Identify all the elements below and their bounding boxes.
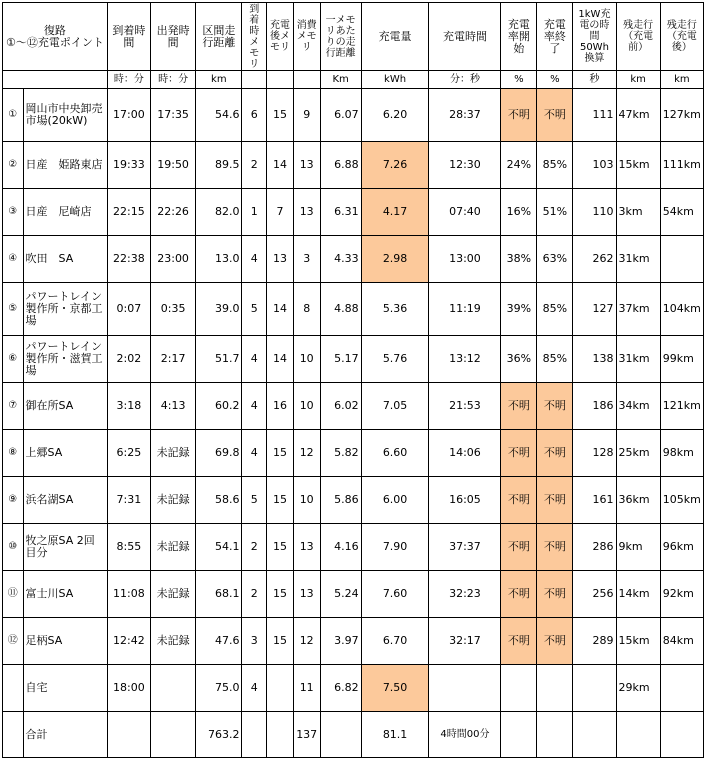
row-m-arr: 2 bbox=[242, 142, 267, 189]
row-number: ⑨ bbox=[3, 477, 24, 524]
row-number: ⑫ bbox=[3, 618, 24, 665]
header-point-text: 復路 ①～⑫充電ポイント bbox=[5, 23, 104, 49]
row-point-name: パワートレイン製作所・滋賀工場 bbox=[23, 336, 107, 383]
row-kwh: 7.90 bbox=[361, 524, 429, 571]
table-row bbox=[3, 571, 704, 618]
row-kwh: 7.50 bbox=[361, 665, 429, 712]
row-number: ④ bbox=[3, 236, 24, 283]
unit-meter-after bbox=[267, 71, 294, 89]
unit-per-meter: Km bbox=[320, 71, 361, 89]
row-sec bbox=[573, 665, 616, 712]
row-m-used: 8 bbox=[293, 283, 320, 336]
header-kwh: 充電量 bbox=[361, 3, 429, 71]
row-rem-after: 84km bbox=[660, 618, 703, 665]
row-rem-after bbox=[660, 236, 703, 283]
row-departure: 2:17 bbox=[150, 336, 195, 383]
row-dist: 39.0 bbox=[196, 283, 242, 336]
row-end: 不明 bbox=[537, 524, 573, 571]
header-distance: 区間走行距離 bbox=[196, 3, 242, 71]
row-start: 38% bbox=[501, 236, 537, 283]
row-dist: 58.6 bbox=[196, 477, 242, 524]
table-row bbox=[3, 618, 704, 665]
row-kwh: 6.60 bbox=[361, 430, 429, 477]
table-row bbox=[3, 430, 704, 477]
table-row bbox=[3, 336, 704, 383]
row-start: 39% bbox=[501, 283, 537, 336]
table-row bbox=[3, 383, 704, 430]
row-end: 51% bbox=[537, 189, 573, 236]
units-row bbox=[3, 71, 704, 89]
row-time: 11:19 bbox=[429, 283, 501, 336]
row-time: 07:40 bbox=[429, 189, 501, 236]
total-remaining-after bbox=[660, 712, 703, 758]
row-start: 16% bbox=[501, 189, 537, 236]
row-per: 5.24 bbox=[320, 571, 361, 618]
row-per: 4.16 bbox=[320, 524, 361, 571]
row-per: 4.33 bbox=[320, 236, 361, 283]
row-departure bbox=[150, 665, 195, 712]
row-departure: 未記録 bbox=[150, 571, 195, 618]
row-number: ② bbox=[3, 142, 24, 189]
unit-arrival: 時：分 bbox=[107, 71, 150, 89]
row-sec: 262 bbox=[573, 236, 616, 283]
unit-point bbox=[3, 71, 108, 89]
row-departure: 23:00 bbox=[150, 236, 195, 283]
table-row bbox=[3, 189, 704, 236]
row-number: ⑪ bbox=[3, 571, 24, 618]
row-kwh: 5.36 bbox=[361, 283, 429, 336]
unit-rate-start: % bbox=[501, 71, 537, 89]
row-arrival: 2:02 bbox=[107, 336, 150, 383]
row-rem-before: 29km bbox=[616, 665, 660, 712]
unit-rate-end: % bbox=[537, 71, 573, 89]
row-start: 不明 bbox=[501, 430, 537, 477]
row-dist: 89.5 bbox=[196, 142, 242, 189]
header-row bbox=[3, 3, 704, 71]
row-dist: 47.6 bbox=[196, 618, 242, 665]
row-kwh: 6.70 bbox=[361, 618, 429, 665]
row-m-arr: 4 bbox=[242, 430, 267, 477]
charging-log-table bbox=[2, 2, 704, 758]
row-end: 85% bbox=[537, 336, 573, 383]
table-row bbox=[3, 89, 704, 142]
row-sec: 186 bbox=[573, 383, 616, 430]
unit-meter-arrival bbox=[242, 71, 267, 89]
row-m-used: 10 bbox=[293, 383, 320, 430]
row-end: 不明 bbox=[537, 618, 573, 665]
row-time: 28:37 bbox=[429, 89, 501, 142]
row-m-aft bbox=[267, 665, 294, 712]
row-end: 不明 bbox=[537, 383, 573, 430]
header-seconds: 1kW充電の時間50Wh換算 bbox=[573, 3, 616, 71]
row-sec: 289 bbox=[573, 618, 616, 665]
row-end: 85% bbox=[537, 142, 573, 189]
row-m-arr: 1 bbox=[242, 189, 267, 236]
table-row bbox=[3, 236, 704, 283]
header-remaining-after: 残走行（充電後） bbox=[660, 3, 703, 71]
row-rem-before: 25km bbox=[616, 430, 660, 477]
row-number: ⑦ bbox=[3, 383, 24, 430]
row-m-used: 3 bbox=[293, 236, 320, 283]
header-remaining-before: 残走行（充電前） bbox=[616, 3, 660, 71]
row-rem-after bbox=[660, 665, 703, 712]
row-end: 不明 bbox=[537, 571, 573, 618]
table-row bbox=[3, 524, 704, 571]
row-rem-before: 3km bbox=[616, 189, 660, 236]
table-row bbox=[3, 142, 704, 189]
row-point-name: 富士川SA bbox=[23, 571, 107, 618]
row-number: ⑥ bbox=[3, 336, 24, 383]
row-m-arr: 2 bbox=[242, 571, 267, 618]
row-time: 12:30 bbox=[429, 142, 501, 189]
row-m-aft: 15 bbox=[267, 618, 294, 665]
row-time bbox=[429, 665, 501, 712]
unit-remaining-after: km bbox=[660, 71, 703, 89]
row-arrival: 8:55 bbox=[107, 524, 150, 571]
row-point-name: 足柄SA bbox=[23, 618, 107, 665]
row-m-arr: 3 bbox=[242, 618, 267, 665]
header-meter-arrival: 到着時メモリ bbox=[242, 3, 267, 71]
row-m-aft: 15 bbox=[267, 477, 294, 524]
row-m-used: 11 bbox=[293, 665, 320, 712]
row-point-name: 自宅 bbox=[23, 665, 107, 712]
row-per: 5.17 bbox=[320, 336, 361, 383]
row-m-used: 13 bbox=[293, 189, 320, 236]
row-per: 6.07 bbox=[320, 89, 361, 142]
header-rate-end: 充電率終了 bbox=[537, 3, 573, 71]
total-arrival bbox=[107, 712, 150, 758]
row-arrival: 7:31 bbox=[107, 477, 150, 524]
row-sec: 110 bbox=[573, 189, 616, 236]
table-row bbox=[3, 283, 704, 336]
row-kwh: 2.98 bbox=[361, 236, 429, 283]
row-sec: 161 bbox=[573, 477, 616, 524]
unit-seconds: 秒 bbox=[573, 71, 616, 89]
row-dist: 68.1 bbox=[196, 571, 242, 618]
row-departure: 未記録 bbox=[150, 477, 195, 524]
total-label: 合計 bbox=[23, 712, 107, 758]
total-meter-arrival bbox=[242, 712, 267, 758]
row-start: 不明 bbox=[501, 524, 537, 571]
row-m-aft: 7 bbox=[267, 189, 294, 236]
row-m-used: 12 bbox=[293, 618, 320, 665]
row-point-name: 上郷SA bbox=[23, 430, 107, 477]
row-m-used: 12 bbox=[293, 430, 320, 477]
row-dist: 69.8 bbox=[196, 430, 242, 477]
row-number: ⑧ bbox=[3, 430, 24, 477]
row-rem-before: 34km bbox=[616, 383, 660, 430]
row-time: 13:12 bbox=[429, 336, 501, 383]
row-m-arr: 6 bbox=[242, 89, 267, 142]
row-end: 不明 bbox=[537, 430, 573, 477]
row-rem-before: 31km bbox=[616, 336, 660, 383]
row-arrival: 19:33 bbox=[107, 142, 150, 189]
row-arrival: 11:08 bbox=[107, 571, 150, 618]
row-time: 16:05 bbox=[429, 477, 501, 524]
header-point bbox=[3, 3, 108, 71]
row-per: 6.88 bbox=[320, 142, 361, 189]
row-sec: 138 bbox=[573, 336, 616, 383]
row-rem-after: 99km bbox=[660, 336, 703, 383]
header-meter-used: 消費メモリ bbox=[293, 3, 320, 71]
row-kwh: 7.05 bbox=[361, 383, 429, 430]
table-row bbox=[3, 477, 704, 524]
row-rem-after: 104km bbox=[660, 283, 703, 336]
row-kwh: 7.26 bbox=[361, 142, 429, 189]
row-m-used: 13 bbox=[293, 524, 320, 571]
row-start: 24% bbox=[501, 142, 537, 189]
row-rem-after: 111km bbox=[660, 142, 703, 189]
row-point-name: 吹田 SA bbox=[23, 236, 107, 283]
row-m-arr: 5 bbox=[242, 283, 267, 336]
total-per-meter bbox=[320, 712, 361, 758]
header-per-meter: 一メモリあたりの走行距離 bbox=[320, 3, 361, 71]
row-start: 36% bbox=[501, 336, 537, 383]
total-departure bbox=[150, 712, 195, 758]
unit-remaining-before: km bbox=[616, 71, 660, 89]
row-m-aft: 14 bbox=[267, 336, 294, 383]
row-start bbox=[501, 665, 537, 712]
row-kwh: 4.17 bbox=[361, 189, 429, 236]
total-number bbox=[3, 712, 24, 758]
total-seconds bbox=[573, 712, 616, 758]
row-m-arr: 4 bbox=[242, 336, 267, 383]
row-kwh: 6.20 bbox=[361, 89, 429, 142]
row-departure: 22:26 bbox=[150, 189, 195, 236]
row-m-aft: 13 bbox=[267, 236, 294, 283]
total-time: 4時間00分 bbox=[429, 712, 501, 758]
row-m-aft: 14 bbox=[267, 283, 294, 336]
row-kwh: 6.00 bbox=[361, 477, 429, 524]
row-rem-before: 47km bbox=[616, 89, 660, 142]
row-sec: 286 bbox=[573, 524, 616, 571]
row-arrival: 22:15 bbox=[107, 189, 150, 236]
row-end bbox=[537, 665, 573, 712]
total-row bbox=[3, 712, 704, 758]
row-point-name: 日産 姫路東店 bbox=[23, 142, 107, 189]
row-end: 63% bbox=[537, 236, 573, 283]
row-start: 不明 bbox=[501, 477, 537, 524]
row-kwh: 7.60 bbox=[361, 571, 429, 618]
row-dist: 51.7 bbox=[196, 336, 242, 383]
total-meter-after bbox=[267, 712, 294, 758]
row-dist: 13.0 bbox=[196, 236, 242, 283]
row-m-used: 13 bbox=[293, 571, 320, 618]
row-m-aft: 15 bbox=[267, 524, 294, 571]
total-distance: 763.2 bbox=[196, 712, 242, 758]
row-m-arr: 2 bbox=[242, 524, 267, 571]
row-departure: 未記録 bbox=[150, 524, 195, 571]
row-start: 不明 bbox=[501, 89, 537, 142]
row-m-arr: 4 bbox=[242, 383, 267, 430]
row-arrival: 12:42 bbox=[107, 618, 150, 665]
row-per: 6.02 bbox=[320, 383, 361, 430]
row-time: 14:06 bbox=[429, 430, 501, 477]
row-dist: 60.2 bbox=[196, 383, 242, 430]
row-m-arr: 4 bbox=[242, 236, 267, 283]
row-arrival: 17:00 bbox=[107, 89, 150, 142]
row-point-name: 岡山市中央卸売市場(20kW) bbox=[23, 89, 107, 142]
row-sec: 103 bbox=[573, 142, 616, 189]
row-m-arr: 4 bbox=[242, 665, 267, 712]
row-start: 不明 bbox=[501, 383, 537, 430]
row-point-name: パワートレイン製作所・京都工場 bbox=[23, 283, 107, 336]
row-per: 5.86 bbox=[320, 477, 361, 524]
row-departure: 未記録 bbox=[150, 618, 195, 665]
row-rem-before: 36km bbox=[616, 477, 660, 524]
row-dist: 82.0 bbox=[196, 189, 242, 236]
row-sec: 127 bbox=[573, 283, 616, 336]
table-row bbox=[3, 665, 704, 712]
row-sec: 256 bbox=[573, 571, 616, 618]
row-sec: 128 bbox=[573, 430, 616, 477]
row-m-aft: 14 bbox=[267, 142, 294, 189]
row-rem-before: 15km bbox=[616, 142, 660, 189]
row-number: ⑤ bbox=[3, 283, 24, 336]
row-rem-after: 54km bbox=[660, 189, 703, 236]
row-kwh: 5.76 bbox=[361, 336, 429, 383]
row-departure: 未記録 bbox=[150, 430, 195, 477]
row-m-aft: 15 bbox=[267, 430, 294, 477]
row-end: 不明 bbox=[537, 89, 573, 142]
row-rem-after: 121km bbox=[660, 383, 703, 430]
row-end: 不明 bbox=[537, 477, 573, 524]
row-dist: 75.0 bbox=[196, 665, 242, 712]
row-rem-after: 96km bbox=[660, 524, 703, 571]
row-start: 不明 bbox=[501, 618, 537, 665]
row-point-name: 日産 尼崎店 bbox=[23, 189, 107, 236]
row-per: 3.97 bbox=[320, 618, 361, 665]
row-rem-after: 98km bbox=[660, 430, 703, 477]
row-time: 32:17 bbox=[429, 618, 501, 665]
row-rem-after: 92km bbox=[660, 571, 703, 618]
total-rate-end bbox=[537, 712, 573, 758]
row-time: 21:53 bbox=[429, 383, 501, 430]
row-m-aft: 16 bbox=[267, 383, 294, 430]
row-per: 6.82 bbox=[320, 665, 361, 712]
row-arrival: 6:25 bbox=[107, 430, 150, 477]
row-per: 6.31 bbox=[320, 189, 361, 236]
row-number: ① bbox=[3, 89, 24, 142]
header-charge-time: 充電時間 bbox=[429, 3, 501, 71]
row-arrival: 3:18 bbox=[107, 383, 150, 430]
total-rate-start bbox=[501, 712, 537, 758]
row-m-used: 13 bbox=[293, 142, 320, 189]
header-departure: 出発時間 bbox=[150, 3, 195, 71]
row-departure: 17:35 bbox=[150, 89, 195, 142]
row-start: 不明 bbox=[501, 571, 537, 618]
row-m-used: 10 bbox=[293, 477, 320, 524]
row-rem-before: 37km bbox=[616, 283, 660, 336]
row-rem-before: 15km bbox=[616, 618, 660, 665]
unit-charge-time: 分：秒 bbox=[429, 71, 501, 89]
header-arrival: 到着時間 bbox=[107, 3, 150, 71]
header-meter-after: 充電後メモリ bbox=[267, 3, 294, 71]
row-arrival: 18:00 bbox=[107, 665, 150, 712]
row-number bbox=[3, 665, 24, 712]
row-m-used: 10 bbox=[293, 336, 320, 383]
row-time: 13:00 bbox=[429, 236, 501, 283]
row-departure: 19:50 bbox=[150, 142, 195, 189]
row-rem-after: 127km bbox=[660, 89, 703, 142]
row-per: 4.88 bbox=[320, 283, 361, 336]
row-end: 85% bbox=[537, 283, 573, 336]
row-m-arr: 5 bbox=[242, 477, 267, 524]
header-rate-start: 充電率開始 bbox=[501, 3, 537, 71]
row-number: ③ bbox=[3, 189, 24, 236]
total-meter-used: 137 bbox=[293, 712, 320, 758]
row-m-aft: 15 bbox=[267, 571, 294, 618]
row-sec: 111 bbox=[573, 89, 616, 142]
row-dist: 54.1 bbox=[196, 524, 242, 571]
unit-departure: 時：分 bbox=[150, 71, 195, 89]
row-arrival: 0:07 bbox=[107, 283, 150, 336]
row-departure: 4:13 bbox=[150, 383, 195, 430]
unit-kwh: kWh bbox=[361, 71, 429, 89]
row-time: 32:23 bbox=[429, 571, 501, 618]
total-kwh: 81.1 bbox=[361, 712, 429, 758]
row-rem-before: 31km bbox=[616, 236, 660, 283]
row-point-name: 牧之原SA 2回目分 bbox=[23, 524, 107, 571]
total-remaining-before bbox=[616, 712, 660, 758]
row-arrival: 22:38 bbox=[107, 236, 150, 283]
row-m-used: 9 bbox=[293, 89, 320, 142]
unit-meter-used bbox=[293, 71, 320, 89]
row-rem-after: 105km bbox=[660, 477, 703, 524]
row-rem-before: 14km bbox=[616, 571, 660, 618]
row-time: 37:37 bbox=[429, 524, 501, 571]
row-rem-before: 9km bbox=[616, 524, 660, 571]
row-point-name: 御在所SA bbox=[23, 383, 107, 430]
row-dist: 54.6 bbox=[196, 89, 242, 142]
row-point-name: 浜名湖SA bbox=[23, 477, 107, 524]
row-per: 5.82 bbox=[320, 430, 361, 477]
row-number: ⑩ bbox=[3, 524, 24, 571]
row-m-aft: 15 bbox=[267, 89, 294, 142]
unit-distance: km bbox=[196, 71, 242, 89]
row-departure: 0:35 bbox=[150, 283, 195, 336]
